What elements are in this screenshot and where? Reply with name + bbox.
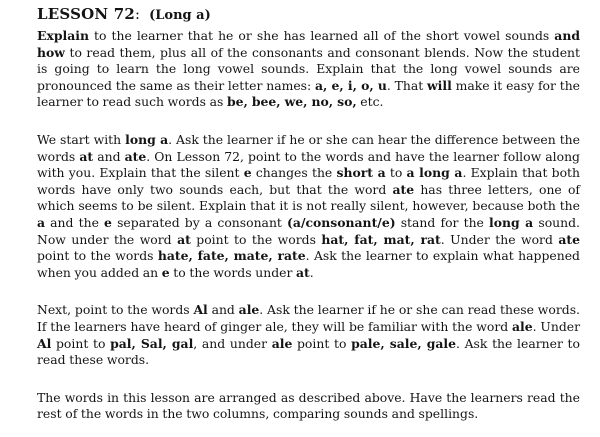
bold-text: a	[37, 214, 46, 230]
bold-text: pal, Sal, gal	[110, 335, 194, 351]
bold-text: long a	[489, 214, 534, 230]
bold-text: ate	[392, 181, 415, 197]
lesson-heading	[37, 4, 580, 26]
bold-text: Al	[37, 335, 52, 351]
body-text: and	[207, 302, 239, 318]
body-text: The words in this lesson are arranged as described above. Have the learners read the rest of the words in the two columns, comparing sounds and spellings.	[37, 389, 580, 422]
bold-text: e	[161, 264, 170, 280]
bold-text: ate	[124, 148, 147, 164]
body-text: point to the words	[190, 231, 322, 247]
body-text: and the	[45, 214, 105, 230]
body-text: point to the words	[71, 302, 194, 318]
body-text: . Explain that both words have only two sounds each, but that the word	[37, 165, 581, 197]
bold-text: (a/consonant/e)	[287, 214, 396, 230]
body-text: separated by a consonant	[111, 214, 288, 230]
body-text: . That	[386, 77, 427, 93]
body-text: sound. Now under the word	[37, 214, 580, 247]
bold-text: and how	[37, 28, 580, 60]
body-text: , and under	[193, 335, 272, 351]
body-text: Next,	[37, 302, 72, 318]
body-text: . On Lesson 72, point to the words and have the learner follow along with you. Explain that the silent	[37, 148, 580, 181]
body-text: . Under the word	[440, 231, 559, 247]
body-text: make it easy for the learner to read such words as	[37, 77, 581, 110]
body-text: .	[309, 264, 314, 280]
body-text: to	[385, 165, 407, 181]
bold-text: a, e, i, o, u	[315, 77, 387, 93]
paragraph-2	[37, 132, 580, 281]
bold-text: at	[296, 264, 310, 280]
body-text: . Ask the learner if he or she can read these words. If the learners have heard of ginger ale, they will be familiar with the word	[37, 302, 580, 334]
bold-text: pale, sale, gale	[351, 335, 456, 351]
bold-text: Explain	[37, 28, 89, 43]
paragraph-4	[37, 390, 580, 423]
bold-text: will	[426, 77, 452, 93]
bold-text: at	[79, 148, 94, 164]
body-text: . Under	[532, 318, 581, 334]
bold-text: at	[177, 231, 191, 247]
body-text: to the learner that he or she has learned all of the short vowel sounds	[88, 28, 555, 43]
body-text: etc.	[356, 94, 384, 110]
lesson-subtitle: (Long a)	[149, 8, 211, 23]
lesson-title: LESSON 72	[37, 5, 135, 23]
body-text: point to	[51, 335, 111, 351]
bold-text: e	[104, 214, 112, 230]
bold-text: ale	[271, 335, 293, 351]
body-text: and	[93, 148, 125, 164]
bold-text: ale	[238, 302, 260, 318]
bold-text: hat, fat, mat, rat	[321, 231, 441, 247]
bold-text: ate	[558, 231, 580, 247]
bold-text: a long a	[406, 165, 463, 181]
bold-text: hate, fate, mate, rate	[157, 248, 306, 264]
body-text: to read them, plus all of the consonants and consonant blends. Now the student is going to learn the long vowel sounds. Explain that the long vowel sounds are pronounced the same as their letter names:	[37, 44, 580, 93]
body-text: to the words under	[169, 264, 297, 280]
lesson-title-colon: :	[135, 7, 140, 23]
body-text: . Ask the learner to read these words.	[37, 335, 580, 368]
body-text: point to	[292, 335, 352, 351]
body-text: We start with	[37, 131, 126, 147]
body-text: . Ask the learner to explain what happened when you added an	[37, 248, 580, 280]
body-text: . Ask the learner if he or she can hear the difference between the words	[37, 131, 580, 164]
body-text: stand for the	[395, 214, 490, 230]
bold-text: ale	[512, 318, 533, 334]
body-text: point to the words	[37, 248, 158, 264]
paragraph-1	[37, 28, 580, 111]
bold-text: Al	[193, 302, 208, 318]
bold-text: long a	[125, 131, 169, 147]
paragraph-3	[37, 302, 580, 368]
body-text: has three letters, one of which seems to be silent. Explain that it is not really silent, however, because both the	[37, 181, 581, 214]
bold-text: be, bee, we, no, so,	[226, 94, 357, 110]
bold-text: short a	[336, 165, 386, 181]
bold-text: e	[243, 165, 252, 181]
body-text: changes the	[251, 165, 337, 181]
lesson-body	[37, 28, 580, 423]
